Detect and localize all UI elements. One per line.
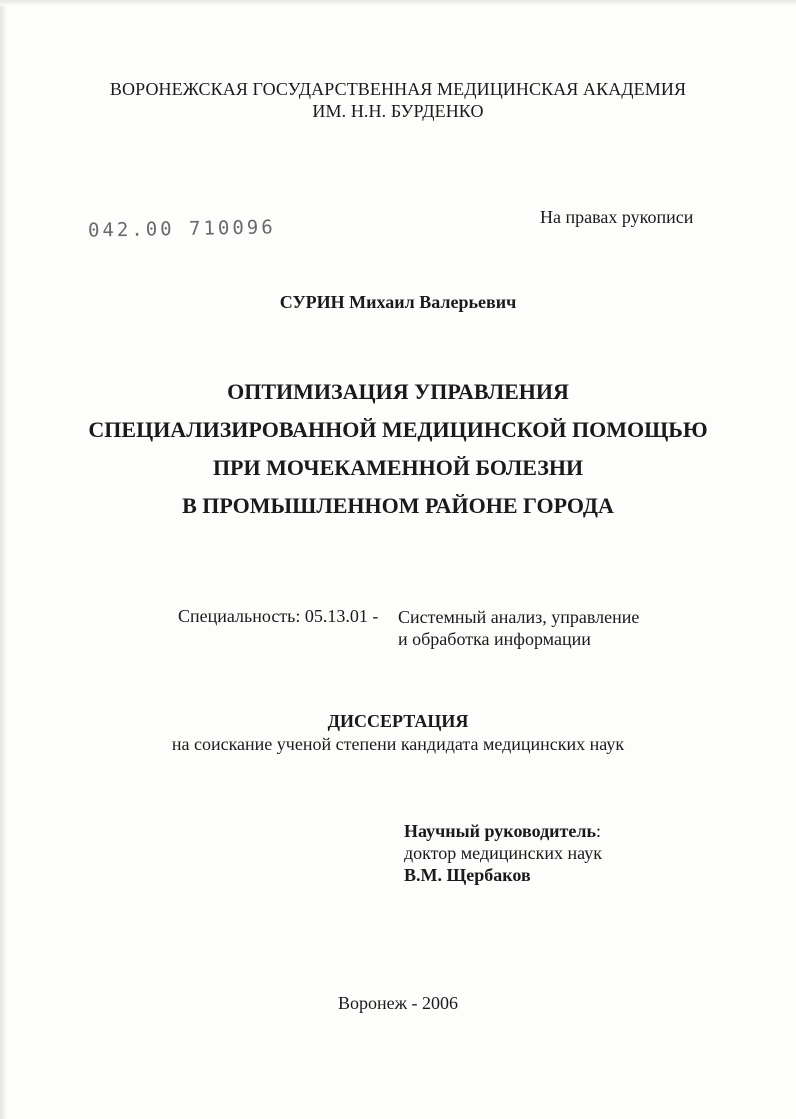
specialty-desc-line: Системный анализ, управление (398, 607, 640, 627)
institution-name: ВОРОНЕЖСКАЯ ГОСУДАРСТВЕННАЯ МЕДИЦИНСКАЯ АКАДЕМИЯ (109, 79, 687, 99)
work-type: ДИССЕРТАЦИЯ (327, 711, 469, 731)
specialty-desc-line: и обработка информации (398, 629, 591, 649)
scan-shadow-left (0, 0, 7, 1119)
specialty-label: Специальность: 05.13.01 - (178, 606, 379, 626)
rights-note: На правах рукописи (540, 207, 694, 227)
dissertation-title (0, 373, 796, 525)
specialty-description (398, 606, 639, 650)
title-line: ПРИ МОЧЕКАМЕННОЙ БОЛЕЗНИ (212, 455, 584, 480)
supervisor-block (404, 820, 602, 886)
supervisor-title: доктор медицинских наук (404, 843, 602, 863)
degree-statement: на соискание ученой степени кандидата медицинских наук (171, 734, 625, 754)
supervisor-role: Научный руководитель (404, 821, 596, 841)
institution-header (0, 78, 796, 122)
title-line: В ПРОМЫШЛЕННОМ РАЙОНЕ ГОРОДА (182, 493, 614, 518)
supervisor-role-colon: : (596, 821, 602, 841)
title-line: СПЕЦИАЛИЗИРОВАННОЙ МЕДИЦИНСКОЙ ПОМОЩЬЮ (88, 417, 708, 442)
scan-shadow-top (0, 0, 796, 6)
supervisor-name: В.М. Щербаков (404, 865, 531, 885)
city-year: Воронеж - 2006 (337, 993, 459, 1013)
title-line: ОПТИМИЗАЦИЯ УПРАВЛЕНИЯ (227, 379, 569, 404)
institution-named-after: ИМ. Н.Н. БУРДЕНКО (312, 101, 484, 121)
library-stamp-number: 042.00 710096 (87, 216, 276, 242)
supervisor-role-line (404, 820, 602, 842)
author-name: СУРИН Михаил Валерьевич (279, 292, 517, 312)
